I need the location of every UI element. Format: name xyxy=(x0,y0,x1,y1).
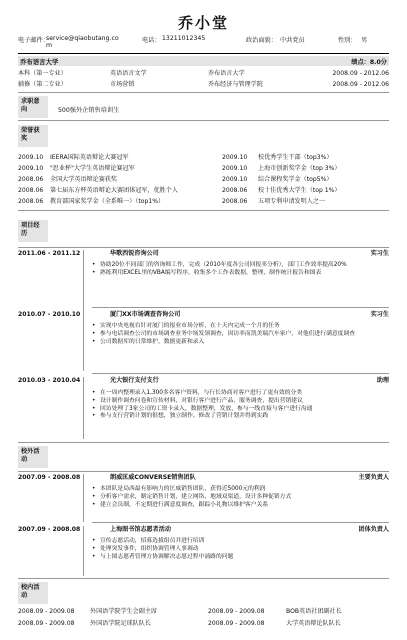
award-item: 2009.10 校优秀学生干部（top3%） xyxy=(222,154,333,161)
award-item: 2009.10 上海市创新奖学金（top 3%） xyxy=(222,165,341,172)
divider xyxy=(92,307,389,308)
projects-label: 项目经历 xyxy=(21,222,40,237)
education-institution: 乔布经济与管理学院 xyxy=(208,81,263,88)
education-degree: 辅修（第二专业） xyxy=(18,81,67,88)
bullet-item: • 与上图志愿者管理方协调解决志愿过程中涌路的问题 xyxy=(100,554,389,562)
bullet-item: • 回访处理了3家公司的工资卡录入，数据整理，发放，参与一线直接与客户进行沟通 xyxy=(100,406,389,414)
bullet-item: • 协助20位不同部门的咨询师工作，完成（2010年度各公司回报率分析），部门工作效率提高20% xyxy=(100,262,389,270)
divider xyxy=(18,92,389,93)
campus-dates: 2008.09 - 2009.08 xyxy=(18,620,75,627)
project-dates: 2010.07 - 2010.10 xyxy=(18,311,81,318)
award-item: 2008.06 校十佳优秀大学生（top 1%） xyxy=(222,187,341,194)
education-school: 乔布语言大学 xyxy=(20,58,59,66)
divider xyxy=(18,471,389,472)
activity-dates: 2007.09 - 2008.08 xyxy=(18,526,81,533)
campus-label: 校内活动 xyxy=(21,584,40,599)
objective-text: 500强外企销售培训生 xyxy=(58,107,120,114)
project-company: 光大银行支付支行 xyxy=(110,377,159,384)
divider xyxy=(92,373,389,374)
divider xyxy=(18,120,389,121)
contact-bar xyxy=(18,32,389,52)
politics-label: 政治面貌： xyxy=(246,37,277,44)
project-dates: 2010.03 - 2010.04 xyxy=(18,377,81,384)
divider xyxy=(18,578,389,579)
projects-label-box xyxy=(18,220,48,242)
award-item: 2009.10 "思业杯"大学生英语辩论赛冠军 xyxy=(18,165,135,172)
email-label: 电子邮件： xyxy=(18,37,49,44)
timeline-line xyxy=(83,474,84,522)
award-item: 2009.10 综合课程奖学金（top5%） xyxy=(222,176,333,183)
activity-role: 主要负责人 xyxy=(358,474,389,481)
timeline-line xyxy=(83,526,84,576)
project-dates: 2011.06 - 2011.12 xyxy=(18,250,81,257)
divider xyxy=(18,442,389,443)
bullet-item: • 处理突发事件，组织协调管理人事调动 xyxy=(100,546,389,554)
project-role: 助理 xyxy=(376,377,389,384)
divider xyxy=(18,247,389,248)
education-degree: 本科（第一专业） xyxy=(18,70,67,77)
divider xyxy=(18,53,389,54)
award-item: 2008.06 第七届东方杯英语辩论大赛团体冠军，优胜个人 xyxy=(18,187,178,194)
project-bullets xyxy=(92,390,389,421)
bullet-item: • 参与支行营销计划的很想，独立制作、修改了营销计划并得到实践 xyxy=(100,413,389,421)
objective-label: 求职意向 xyxy=(21,98,40,113)
campus-label-box xyxy=(18,582,48,604)
awards-label-box xyxy=(18,125,48,147)
campus-role: 大学英语辩论队队长 xyxy=(286,620,341,627)
education-dates: 2008.09 - 2012.06 xyxy=(332,70,389,77)
activity-dates: 2007.09 - 2008.08 xyxy=(18,474,81,481)
email-value-wrap[interactable]: m xyxy=(46,42,53,49)
bullet-item: • 建立会员制，不定期进行满意度调查，跟踪小礼物以维护客户关系 xyxy=(100,502,389,510)
project-company: 华歌西锐咨询公司 xyxy=(110,250,159,257)
awards-right-list xyxy=(222,152,392,207)
bullet-item: • 熟练利用EXCEL里的VBA编写程序，收集多个工作表数据，整理，制作统计报告和图表 xyxy=(100,270,389,278)
activities-label: 校外活动 xyxy=(21,448,40,463)
project-bullets xyxy=(92,323,389,346)
project-company: 厦门XX市场调查咨询公司 xyxy=(110,311,181,318)
bullet-item: • 分析客户需求，制定销售计划，建立网络、地域双渠道，设计多种促销方式 xyxy=(100,494,389,502)
education-institution: 乔布语言大学 xyxy=(208,70,245,77)
divider xyxy=(92,522,389,523)
education-dates: 2008.09 - 2012.06 xyxy=(332,81,389,88)
award-item: 2008.06 五项专利申请发明人之一 xyxy=(222,198,326,205)
activity-org: 朗威匡威CONVERSE销售团队 xyxy=(110,474,196,481)
awards-left-list xyxy=(18,152,208,207)
award-item: 2009.10 IEERA国际英语辩论大赛冠军 xyxy=(18,154,129,161)
campus-role: 外国语学院学生会副主席 xyxy=(90,608,158,615)
education-major: 英语语言文学 xyxy=(110,70,147,77)
education-header xyxy=(18,56,389,66)
timeline-line xyxy=(83,377,84,439)
bullet-item: • 设计制作调查问卷和宣传材料，对银行客户进行产品，服务调查，提出营销建议 xyxy=(100,398,389,406)
bullet-item: • 宣传志愿活动，招募选拔组员并进行培训 xyxy=(100,538,389,546)
resume-name: 乔小堂 xyxy=(177,14,229,32)
campus-dates: 2008.09 - 2009.08 xyxy=(208,620,265,627)
project-role: 实习生 xyxy=(370,250,389,257)
bullet-item: • 参与电话调查公司的市场调查业务中场发领调查，因访率而凯美瑞汽车家户，对他们进行满意度调查 xyxy=(100,331,389,339)
timeline-line xyxy=(83,311,84,371)
education-gpa: 绩点：8.0分 xyxy=(351,59,387,66)
activity-org: 上海图书馆志愿者活动 xyxy=(110,526,171,533)
project-bullets xyxy=(92,262,389,278)
activity-role: 团体负责人 xyxy=(358,526,389,533)
objective-label-box xyxy=(18,96,48,118)
bullet-item: • 本团队是局西最有影响力的匡威销售团队，获得近5000元的利润 xyxy=(100,486,389,494)
divider xyxy=(18,210,389,211)
bullet-item: • 实现中央电视台针对厦门的报业市场分析，在十天内完成一个月的任务 xyxy=(100,323,389,331)
activity-bullets xyxy=(92,538,389,561)
campus-dates: 2008.09 - 2009.08 xyxy=(18,608,75,615)
campus-role: BOB英语社团副社长 xyxy=(286,608,342,615)
bullet-item: • 公司数据库的日常维护，数据更新和录入 xyxy=(100,339,389,347)
gender-label: 性别： xyxy=(338,37,357,44)
award-item: 2008.06 全国大学英语辩论赛获奖 xyxy=(18,176,118,183)
phone-value: 13211012345 xyxy=(162,35,206,42)
campus-dates: 2008.09 - 2009.08 xyxy=(208,608,265,615)
gender-value: 男 xyxy=(361,37,368,44)
bullet-item: • 在一周内整理录入1,300多名客户资料，与行长协商对客户进行了更有效的分类 xyxy=(100,390,389,398)
activity-bullets xyxy=(92,486,389,509)
email-value[interactable]: service@qiaobutang.co xyxy=(46,35,119,42)
activities-label-box xyxy=(18,446,48,468)
award-item: 2008.06 教育部国家奖学金（全系唯一）（top1%） xyxy=(18,198,165,205)
education-major: 市场营销 xyxy=(110,81,135,88)
project-role: 实习生 xyxy=(370,311,389,318)
politics-value: 中共党员 xyxy=(280,37,305,44)
campus-role: 外国语学院足球队队长 xyxy=(90,620,151,627)
phone-label: 电话： xyxy=(142,37,161,44)
awards-label: 荣誉获奖 xyxy=(21,127,40,142)
